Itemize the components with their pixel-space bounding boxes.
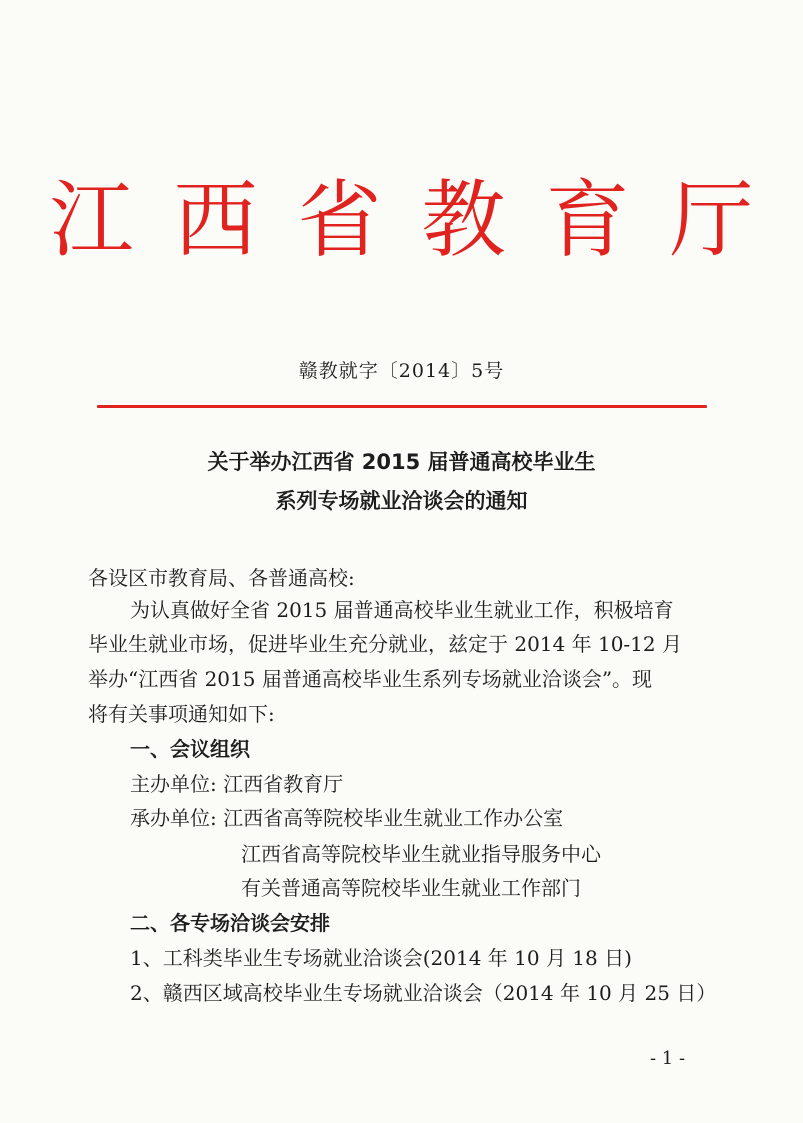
organizer-unit-3: 有关普通高等院校毕业生就业工作部门 (241, 876, 581, 900)
paragraph-line: 举办“江西省 2015 届普通高校毕业生系列专场就业洽谈会”。现 (88, 667, 653, 691)
host-unit: 主办单位: 江西省教育厅 (130, 772, 344, 796)
document-number: 赣教就字〔2014〕5号 (298, 360, 505, 382)
list-item: 2、赣西区域高校毕业生专场就业洽谈会（2014 年 10 月 25 日） (130, 981, 717, 1005)
organizer-unit-2: 江西省高等院校毕业生就业指导服务中心 (241, 842, 601, 866)
paragraph-line: 毕业生就业市场，促进毕业生充分就业，兹定于 2014 年 10-12 月 (88, 632, 682, 656)
page-number: - 1 - (650, 1048, 686, 1069)
organizer-unit: 承办单位: 江西省高等院校毕业生就业工作办公室 (130, 806, 564, 830)
section-heading-1: 一、会议组织 (130, 737, 250, 761)
issuer-header: 江西省教育厅 (49, 171, 794, 269)
paragraph-line: 为认真做好全省 2015 届普通高校毕业生就业工作，积极培育 (130, 598, 674, 622)
notice-title-line1: 关于举办江西省 2015 届普通高校毕业生 (207, 450, 596, 474)
salutation: 各设区市教育局、各普通高校: (88, 566, 355, 590)
red-divider-line (97, 405, 707, 408)
list-item: 1、工科类毕业生专场就业洽谈会(2014 年 10 月 18 日) (130, 946, 632, 970)
paragraph-line: 将有关事项通知如下: (88, 702, 275, 726)
section-heading-2: 二、各专场洽谈会安排 (130, 911, 330, 935)
notice-title-line2: 系列专场就业洽谈会的通知 (275, 489, 528, 513)
